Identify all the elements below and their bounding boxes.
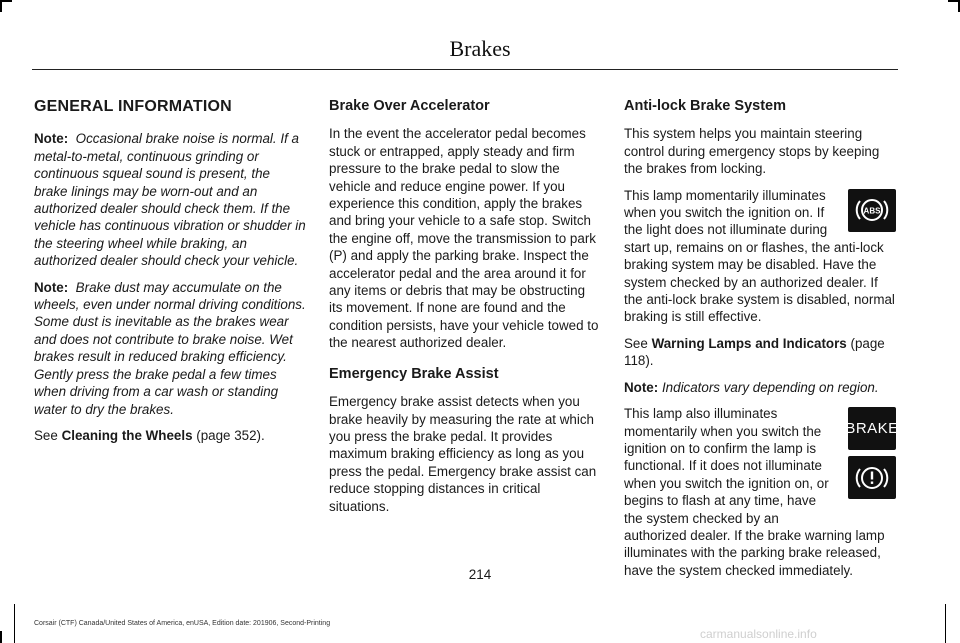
- page-title: Brakes: [449, 36, 511, 61]
- body-paragraph: This system helps you maintain steering control during emergency stops by keeping the brakes from locking.: [624, 126, 880, 177]
- crop-mark: [948, 0, 960, 2]
- body-paragraph: In the event the accelerator pedal becomes stuck or entrapped, apply steady and firm pressure to the brake pedal to slow the vehicle and reduce engine power. If you experience this condition, apply the brakes and bring your vehicle to a safe stop. Switch the engine off, move the transmission to park (P) and apply the parking brake. Inspect the accelerator pedal and the area around it for any items or debris that may be obstructing its movement. If none are found and the condition persists, have your vehicle towed to the nearest authorized dealer.: [329, 126, 599, 351]
- note-paragraph: Note: Occasional brake noise is normal. If a metal-to-metal, continuous grinding or continuous squeal sound is present, the brake linings may be worn-out and an authorized dealer should check them. If the vehicle has continuous vibration or shudder in the steering wheel while braking, an authorized dealer should check your vehicle.: [34, 131, 306, 269]
- subsection-heading: Anti-lock Brake System: [624, 98, 786, 114]
- footer-edition: Corsair (CTF) Canada/United States of America, enUSA, Edition date: 201906, Second-Printing: [34, 620, 331, 627]
- note-paragraph: Note: Brake dust may accumulate on the wheels, even under normal driving conditions. Some dust is inevitable as the brakes wear and does not contribute to brake noise. Wet brakes result in reduced braking efficiency. Gently press the brake pedal a few times when driving from a car wash or standing water to dry the brakes.: [34, 279, 306, 417]
- see-reference: See Cleaning the Wheels (page 352).: [34, 427, 265, 443]
- exclamation-circle-icon: [855, 463, 889, 493]
- column-left: [34, 98, 307, 453]
- column-middle: [329, 98, 602, 524]
- crop-mark: [14, 604, 15, 643]
- watermark: carmanualsonline.info: [700, 627, 817, 641]
- brake-warning-icon: [848, 456, 896, 499]
- crop-mark: [0, 0, 12, 2]
- subsection-heading: Brake Over Accelerator: [329, 98, 490, 114]
- brake-text-icon: BRAKE: [848, 407, 896, 450]
- cross-reference-link[interactable]: Cleaning the Wheels: [61, 427, 193, 443]
- abs-icon: [855, 195, 889, 225]
- note-paragraph: Note: Indicators vary depending on region.: [624, 379, 879, 395]
- see-reference: See Warning Lamps and Indicators (page 118).: [624, 335, 885, 369]
- body-paragraph: This lamp momentarily illuminates when you switch the ignition on. If the light does not illuminate during start up, remains on or flashes, the anti-lock braking system may be disabled. Have the system checked by an authorized dealer. If the anti-lock brake system is disabled, normal braking is still effective.: [624, 187, 895, 325]
- brake-warning-icons: [845, 407, 899, 505]
- cross-reference-link[interactable]: Warning Lamps and Indicators: [651, 335, 847, 351]
- page-number: 214: [468, 567, 492, 582]
- crop-mark: [945, 604, 946, 643]
- section-heading: GENERAL INFORMATION: [34, 98, 232, 115]
- body-paragraph: This lamp also illuminates momentarily when you switch the ignition on to confirm the lamp is functional. If it does not illuminate when you switch the ignition on, or begins to flash at any time, have the system checked by an authorized dealer. If the brake warning lamp illuminates with the parking brake released, have the system checked immediately.: [624, 406, 885, 578]
- svg-text:ABS: ABS: [863, 206, 881, 216]
- column-right: [624, 98, 899, 588]
- subsection-heading: Emergency Brake Assist: [329, 365, 499, 382]
- abs-warning-icon: [848, 189, 896, 232]
- header-divider: [32, 69, 898, 70]
- crop-mark: [0, 631, 2, 643]
- body-paragraph: Emergency brake assist detects when you brake heavily by measuring the rate at which you press the brake pedal. It provides maximum braking efficiency as long as you press the pedal. Emergency brake assist can reduce stopping distances in critical situations.: [329, 394, 597, 514]
